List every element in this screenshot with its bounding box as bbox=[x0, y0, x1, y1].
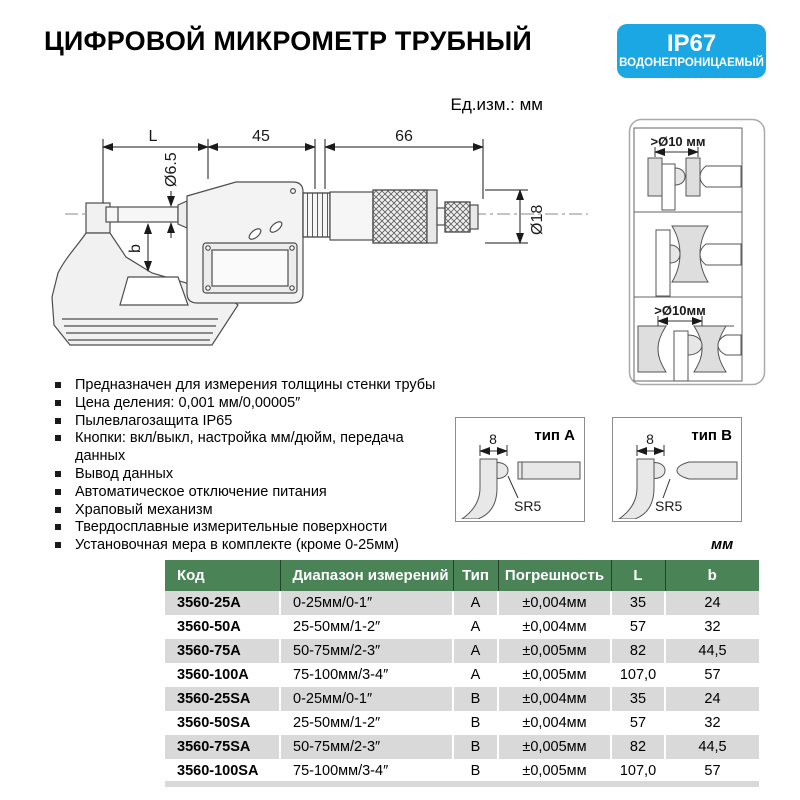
cell-L: 57 bbox=[611, 711, 665, 735]
pipe-wall-right bbox=[686, 158, 700, 196]
cell-L: 107,0 bbox=[611, 759, 665, 783]
square-bullet-icon bbox=[55, 471, 61, 477]
cell-range: 75-100мм/3-4″ bbox=[280, 663, 453, 687]
table-row bbox=[165, 735, 759, 759]
ip67-badge bbox=[617, 24, 766, 78]
anvil bbox=[619, 459, 654, 519]
spindle-flat bbox=[518, 462, 580, 479]
square-bullet-icon bbox=[55, 489, 61, 495]
dim-b-label: b bbox=[127, 244, 144, 253]
cell-range: 50-75мм/2-3″ bbox=[280, 639, 453, 663]
feature-item bbox=[50, 502, 450, 520]
feature-text: Вывод данных bbox=[75, 465, 174, 482]
cell-range: 25-50мм/1-2″ bbox=[280, 615, 453, 639]
page-title: ЦИФРОВОЙ МИКРОМЕТР ТРУБНЫЙ bbox=[44, 26, 532, 56]
type-b-title: тип B bbox=[691, 427, 732, 444]
cell-b: 24 bbox=[665, 687, 759, 711]
spindle-tip bbox=[700, 244, 741, 265]
cell-type: B bbox=[453, 735, 498, 759]
square-bullet-icon bbox=[55, 507, 61, 513]
square-bullet-icon bbox=[55, 435, 61, 441]
square-bullet-icon bbox=[55, 542, 61, 548]
dim-45-label: 45 bbox=[252, 128, 270, 145]
pipe-wall-left bbox=[648, 158, 662, 196]
feature-item bbox=[50, 377, 450, 395]
cell-range: 75-100мм/3-4″ bbox=[280, 759, 453, 783]
feature-text: Кнопки: вкл/выкл, настройка мм/дюйм, передача данных bbox=[75, 430, 404, 465]
panel-cell3-label: >Ø10мм bbox=[654, 303, 706, 318]
cell-type: A bbox=[453, 639, 498, 663]
anvil-dome bbox=[497, 463, 508, 479]
table-row bbox=[165, 759, 759, 783]
cell-b: 32 bbox=[665, 615, 759, 639]
feature-text: Твердосплавные измерительные поверхности bbox=[75, 519, 388, 536]
cell-b: 44,5 bbox=[665, 735, 759, 759]
cell-b: 57 bbox=[665, 759, 759, 783]
sleeve-and-thimble bbox=[303, 190, 478, 243]
feature-text: Установочная мера в комплекте (кроме 0-25мм) bbox=[75, 537, 399, 554]
application-panel bbox=[628, 118, 766, 386]
feature-item bbox=[50, 430, 450, 466]
cell-code: 3560-50SA bbox=[165, 711, 280, 735]
cell-b: 44,5 bbox=[665, 639, 759, 663]
cell-code: 3560-100SA bbox=[165, 759, 280, 783]
cell-range: 0-25мм/0-1″ bbox=[280, 591, 453, 615]
ip67-badge-label: ВОДОНЕПРОНИЦАЕМЫЙ bbox=[619, 57, 764, 69]
features-list bbox=[50, 377, 450, 555]
cell-L: 82 bbox=[611, 639, 665, 663]
cell-accuracy: ±0,005мм bbox=[498, 639, 611, 663]
table-row bbox=[165, 711, 759, 735]
cell-code: 3560-100A bbox=[165, 663, 280, 687]
table-row bbox=[165, 639, 759, 663]
table-row bbox=[165, 615, 759, 639]
col-L: L bbox=[611, 560, 665, 591]
spec-table bbox=[165, 560, 759, 783]
dim-66-label: 66 bbox=[395, 128, 413, 145]
display-body bbox=[187, 182, 303, 303]
cell-b: 57 bbox=[665, 663, 759, 687]
cell-type: B bbox=[453, 687, 498, 711]
cell-accuracy: ±0,005мм bbox=[498, 663, 611, 687]
cell-code: 3560-25A bbox=[165, 591, 280, 615]
dim-8-label: 8 bbox=[646, 431, 654, 447]
cell-code: 3560-75A bbox=[165, 639, 280, 663]
sr5-leader bbox=[663, 479, 670, 498]
feature-item bbox=[50, 519, 450, 537]
cell-L: 57 bbox=[611, 615, 665, 639]
spindle-dome bbox=[677, 462, 737, 479]
cell-range: 25-50мм/1-2″ bbox=[280, 711, 453, 735]
feature-text: Храповый механизм bbox=[75, 501, 213, 518]
anvil bbox=[462, 459, 497, 519]
type-a-title: тип A bbox=[534, 427, 575, 444]
cell-accuracy: ±0,005мм bbox=[498, 759, 611, 783]
feature-text: Автоматическое отключение питания bbox=[75, 483, 327, 500]
spindle bbox=[106, 201, 187, 228]
cell-code: 3560-25SA bbox=[165, 687, 280, 711]
dim-L-label: L bbox=[148, 128, 158, 145]
square-bullet-icon bbox=[55, 418, 61, 424]
type-a-diagram bbox=[455, 417, 585, 522]
cell-range: 0-25мм/0-1″ bbox=[280, 687, 453, 711]
cell-accuracy: ±0,004мм bbox=[498, 615, 611, 639]
col-accuracy: Погрешность bbox=[498, 560, 611, 591]
square-bullet-icon bbox=[55, 524, 61, 530]
sleeve-scale-ticks bbox=[303, 193, 330, 237]
spindle-tip bbox=[718, 335, 741, 355]
cell-type: A bbox=[453, 591, 498, 615]
ip67-badge-code: IP67 bbox=[666, 30, 717, 57]
feature-item bbox=[50, 466, 450, 484]
cell-code: 3560-50A bbox=[165, 615, 280, 639]
feature-text: Цена деления: 0,001 мм/0,00005″ bbox=[75, 394, 301, 411]
type-b-diagram bbox=[612, 417, 742, 522]
feature-item bbox=[50, 537, 450, 555]
lcd-screen bbox=[212, 250, 288, 286]
panel-cell1-label: >Ø10 мм bbox=[650, 134, 706, 149]
dim-8-label: 8 bbox=[489, 431, 497, 447]
cell-accuracy: ±0,005мм bbox=[498, 735, 611, 759]
anvil-bar bbox=[656, 230, 670, 296]
feature-text: Предназначен для измерения толщины стенки трубы bbox=[75, 377, 436, 393]
dim-spindle-diameter-label: Ø6.5 bbox=[163, 152, 180, 187]
anvil-bar bbox=[674, 331, 688, 381]
table-header-row bbox=[165, 560, 759, 591]
cell-L: 107,0 bbox=[611, 663, 665, 687]
cell-L: 35 bbox=[611, 687, 665, 711]
feature-item bbox=[50, 413, 450, 431]
thimble-diameter-dim bbox=[485, 190, 528, 243]
cell-type: B bbox=[453, 759, 498, 783]
cell-range: 50-75мм/2-3″ bbox=[280, 735, 453, 759]
col-b: b bbox=[665, 560, 759, 591]
col-type: Тип bbox=[453, 560, 498, 591]
square-bullet-icon bbox=[55, 400, 61, 406]
cell-accuracy: ±0,004мм bbox=[498, 711, 611, 735]
cell-b: 32 bbox=[665, 711, 759, 735]
spindle-tip bbox=[700, 166, 741, 187]
anvil-bar bbox=[662, 164, 675, 210]
table-row bbox=[165, 591, 759, 615]
square-bullet-icon bbox=[55, 382, 61, 388]
table-row bbox=[165, 687, 759, 711]
dim-thimble-diameter-label: Ø18 bbox=[529, 204, 546, 235]
sr5-leader bbox=[508, 476, 518, 498]
feature-text: Пылевлагозащита IP65 bbox=[75, 412, 233, 429]
cell-L: 35 bbox=[611, 591, 665, 615]
cell-type: B bbox=[453, 711, 498, 735]
col-range: Диапазон измерений bbox=[280, 560, 453, 591]
sr5-label: SR5 bbox=[514, 498, 542, 514]
cell-accuracy: ±0,004мм bbox=[498, 687, 611, 711]
cell-L: 82 bbox=[611, 735, 665, 759]
cell-accuracy: ±0,004мм bbox=[498, 591, 611, 615]
cell-type: A bbox=[453, 663, 498, 687]
table-units-label: мм bbox=[711, 536, 734, 553]
col-code: Код bbox=[165, 560, 280, 591]
micrometer-technical-drawing bbox=[40, 95, 620, 373]
table-row bbox=[165, 663, 759, 687]
cell-b: 24 bbox=[665, 591, 759, 615]
feature-item bbox=[50, 484, 450, 502]
cell-type: A bbox=[453, 615, 498, 639]
table-bottom-edge bbox=[165, 781, 759, 787]
feature-item bbox=[50, 395, 450, 413]
sr5-label: SR5 bbox=[655, 498, 683, 514]
units-note: Ед.изм.: мм bbox=[450, 95, 543, 114]
cell-code: 3560-75SA bbox=[165, 735, 280, 759]
anvil-dome bbox=[654, 463, 665, 479]
